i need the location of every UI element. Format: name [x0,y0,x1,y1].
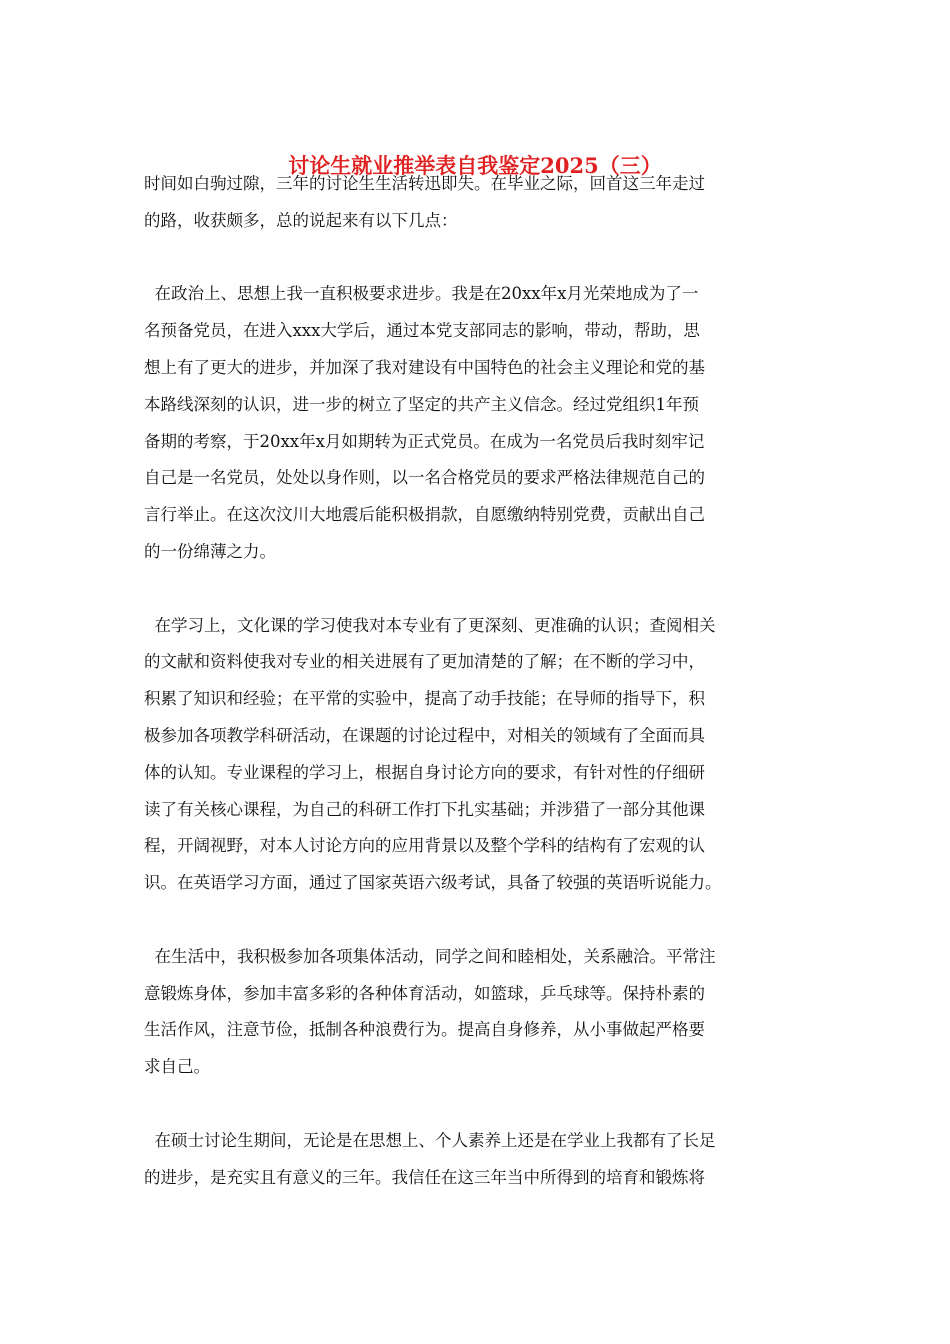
paragraph-gap [144,902,808,939]
text-line: 的一份绵薄之力。 [144,541,276,561]
text-line: 生活作风，注意节俭，抵制各种浪费行为。提高自身修养，从小事做起严格要 [144,1020,705,1040]
paragraph-gap [144,240,808,277]
text-line: 时间如白驹过隙，三年的讨论生生活转迅即失。在毕业之际，回首这三年走过 [144,174,705,193]
text-line: 的路，收获颇多，总的说起来有以下几点： [144,210,458,230]
paragraph-summary [144,1123,808,1197]
text-line: 自己是一名党员，处处以身作则，以一名合格党员的要求严格法律规范自己的 [144,468,705,488]
text-line: 意锻炼身体，参加丰富多彩的各种体育活动，如篮球，乒乓球等。保持朴素的 [144,983,705,1003]
text-line: 名预备党员，在进入xxx大学后，通过本党支部同志的影响，带动，帮助，思 [144,321,700,341]
paragraph-intro [144,166,808,240]
text-line: 读了有关核心课程，为自己的科研工作打下扎实基础；并涉猎了一部分其他课 [144,799,705,819]
paragraph-politics [144,276,808,570]
text-line: 想上有了更大的进步，并加深了我对建设有中国特色的社会主义理论和党的基 [144,357,705,377]
paragraph-study [144,608,808,902]
paragraph-gap [144,1086,808,1123]
text-line: 的进步，是充实且有意义的三年。我信任在这三年当中所得到的培育和锻炼将 [144,1167,705,1187]
paragraph-life [144,939,808,1086]
text-line: 备期的考察，于20xx年x月如期转为正式党员。在成为一名党员后我时刻牢记 [144,431,705,451]
text-line: 在硕士讨论生期间，无论是在思想上、个人素养上还是在学业上我都有了长足 [144,1130,716,1150]
text-line: 极参加各项教学科研活动，在课题的讨论过程中，对相关的领域有了全面而具 [144,725,705,745]
text-line: 在学习上，文化课的学习使我对本专业有了更深刻、更准确的认识；查阅相关 [144,615,716,635]
text-line: 积累了知识和经验；在平常的实验中，提高了动手技能；在导师的指导下，积 [144,689,705,709]
text-line: 的文献和资料使我对专业的相关进展有了更加清楚的了解；在不断的学习中， [144,652,705,672]
text-line: 言行举止。在这次汶川大地震后能积极捐款，自愿缴纳特别党费，贡献出自己 [144,505,705,525]
text-line: 识。在英语学习方面，通过了国家英语六级考试，具备了较强的英语听说能力。 [144,873,722,893]
paragraph-gap [144,571,808,608]
document-title: 讨论生就业推举表自我鉴定2025（三） [288,153,662,178]
text-line: 程，开阔视野，对本人讨论方向的应用背景以及整个学科的结构有了宏观的认 [144,836,705,856]
text-line: 体的认知。专业课程的学习上，根据自身讨论方向的要求，有针对性的仔细研 [144,762,705,782]
text-line: 在政治上、思想上我一直积极要求进步。我是在20xx年x月光荣地成为了一 [144,284,699,304]
text-line: 本路线深刻的认识，进一步的树立了坚定的共产主义信念。经过党组织1年预 [144,394,699,414]
document-body [144,166,808,1196]
text-line: 在生活中，我积极参加各项集体活动，同学之间和睦相处，关系融洽。平常注 [144,946,716,966]
text-line: 求自己。 [144,1057,210,1077]
